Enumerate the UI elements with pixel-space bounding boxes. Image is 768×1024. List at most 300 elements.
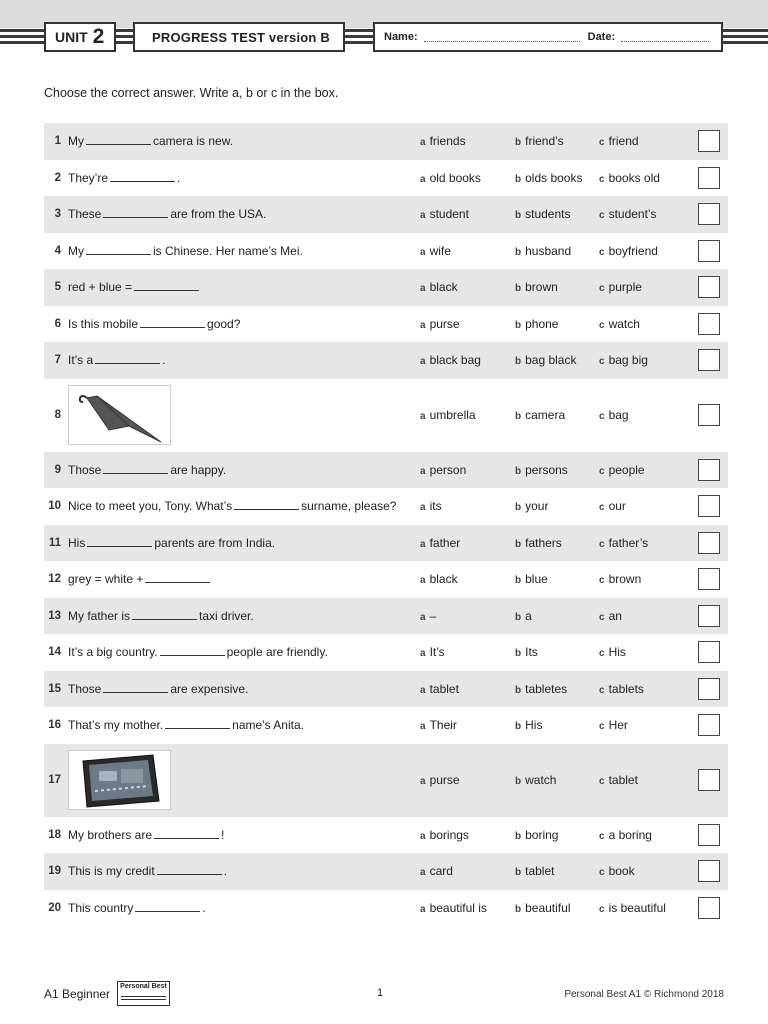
option-text: watch xyxy=(608,316,640,331)
question-text-before: These xyxy=(68,207,102,222)
option-text: a xyxy=(525,608,532,623)
option-c xyxy=(599,353,648,367)
option-text: an xyxy=(608,608,622,623)
question-text-after: name’s Anita. xyxy=(232,718,304,733)
date-label: Date: xyxy=(587,31,616,43)
question-number: 15 xyxy=(48,682,61,695)
logo-text: Personal Best xyxy=(120,983,167,990)
option-letter: c xyxy=(599,776,605,787)
answer-blank xyxy=(87,536,152,547)
option-text: Its xyxy=(525,645,538,660)
option-letter: c xyxy=(599,319,605,331)
question-row xyxy=(44,196,728,233)
question-row xyxy=(44,452,728,489)
option-letter: c xyxy=(599,246,605,258)
question-row xyxy=(44,853,728,890)
question-number: 4 xyxy=(54,244,61,257)
answer-box[interactable] xyxy=(698,860,720,882)
question-row xyxy=(44,379,728,452)
option-c xyxy=(599,864,635,878)
question-row xyxy=(44,707,728,744)
question-text-before: My father is xyxy=(68,608,131,623)
question-row xyxy=(44,598,728,635)
option-text: watch xyxy=(525,773,557,787)
question-text xyxy=(68,317,240,331)
option-b xyxy=(515,901,570,915)
question-text-after: is Chinese. Her name’s Mei. xyxy=(153,243,303,258)
option-c xyxy=(599,828,652,842)
answer-box[interactable] xyxy=(698,276,720,298)
answer-box[interactable] xyxy=(698,824,720,846)
option-text: beautiful xyxy=(525,900,571,915)
answer-blank xyxy=(165,718,230,729)
option-text: a boring xyxy=(608,827,652,842)
option-a xyxy=(420,572,458,586)
option-letter: a xyxy=(420,776,426,787)
option-letter: a xyxy=(420,721,426,733)
question-text-after: taxi driver. xyxy=(199,608,254,623)
answer-box[interactable] xyxy=(698,313,720,335)
question-row xyxy=(44,123,728,160)
option-text: boyfriend xyxy=(608,243,658,258)
option-letter: a xyxy=(420,575,426,587)
option-b xyxy=(515,682,567,696)
option-text: purse xyxy=(429,773,460,787)
option-letter: a xyxy=(420,502,426,514)
option-b xyxy=(515,353,576,367)
question-text xyxy=(68,280,201,294)
option-text: bag black xyxy=(525,353,577,368)
option-c xyxy=(599,572,641,586)
option-b xyxy=(515,280,558,294)
option-text: beautiful is xyxy=(429,900,487,915)
option-b xyxy=(515,828,558,842)
question-number: 17 xyxy=(48,774,61,786)
option-c xyxy=(599,499,626,513)
instruction-text: Choose the correct answer. Write a, b or c in the box. xyxy=(44,86,339,100)
question-number: 9 xyxy=(54,463,61,476)
option-letter: b xyxy=(515,173,522,185)
question-row xyxy=(44,634,728,671)
option-c xyxy=(599,408,629,422)
option-text: fathers xyxy=(525,535,562,550)
option-letter: b xyxy=(515,502,522,514)
option-a xyxy=(420,682,459,696)
question-text xyxy=(68,353,165,367)
question-image-umbrella xyxy=(68,385,171,445)
option-letter: b xyxy=(515,611,522,623)
answer-blank xyxy=(132,609,197,620)
option-a xyxy=(420,353,481,367)
question-text-after: . xyxy=(162,353,166,368)
question-row xyxy=(44,269,728,306)
answer-box[interactable] xyxy=(698,240,720,262)
option-b xyxy=(515,773,556,787)
unit-number: 2 xyxy=(92,25,105,48)
answer-box[interactable] xyxy=(698,605,720,627)
question-text-after: are happy. xyxy=(170,462,227,477)
option-text: bag xyxy=(608,408,629,422)
option-letter: a xyxy=(420,411,426,422)
answer-blank xyxy=(140,317,205,328)
question-text xyxy=(68,171,180,185)
test-title: PROGRESS TEST version B xyxy=(152,29,330,45)
question-text-before: Nice to meet you, Tony. What’s xyxy=(68,499,233,514)
option-text: boring xyxy=(525,827,559,842)
option-c xyxy=(599,536,648,550)
question-text-before: My xyxy=(68,243,84,258)
option-c xyxy=(599,280,642,294)
option-b xyxy=(515,718,542,732)
option-text: His xyxy=(525,718,543,733)
option-a xyxy=(420,718,457,732)
option-letter: c xyxy=(599,903,605,915)
answer-blank xyxy=(157,864,222,875)
question-text-after: people are friendly. xyxy=(226,645,328,660)
option-text: tabletes xyxy=(525,681,568,696)
option-text: olds books xyxy=(525,170,583,185)
option-text: book xyxy=(608,864,635,879)
question-text-after: are from the USA. xyxy=(170,207,267,222)
question-text xyxy=(68,901,206,915)
option-text: camera xyxy=(525,408,566,422)
option-letter: b xyxy=(515,411,522,422)
answer-box[interactable] xyxy=(698,130,720,152)
answer-blank xyxy=(234,499,299,510)
answer-blank xyxy=(95,353,160,364)
question-text-before: grey = white + xyxy=(68,572,144,587)
option-text: friend xyxy=(608,134,639,149)
question-row xyxy=(44,817,728,854)
answer-blank xyxy=(86,134,151,145)
option-letter: c xyxy=(599,830,605,842)
question-number: 6 xyxy=(54,317,61,330)
option-b xyxy=(515,864,554,878)
name-date-box xyxy=(373,22,723,52)
question-row xyxy=(44,525,728,562)
tablet-image xyxy=(69,751,171,810)
question-row xyxy=(44,744,728,817)
option-text: father’s xyxy=(608,535,649,550)
option-letter: b xyxy=(515,538,522,550)
option-letter: c xyxy=(599,411,605,422)
option-c xyxy=(599,134,639,148)
option-letter: a xyxy=(420,283,426,295)
option-letter: c xyxy=(599,867,605,879)
option-a xyxy=(420,207,469,221)
option-a xyxy=(420,280,458,294)
option-letter: c xyxy=(599,356,605,368)
option-a xyxy=(420,134,466,148)
answer-box[interactable] xyxy=(698,641,720,663)
question-text xyxy=(68,207,266,221)
question-text-before: My xyxy=(68,134,84,149)
question-text-after: good? xyxy=(207,316,241,331)
question-text xyxy=(68,828,224,842)
option-c xyxy=(599,718,628,732)
date-field[interactable] xyxy=(621,32,709,42)
answer-box[interactable] xyxy=(698,532,720,554)
question-text-before: That’s my mother. xyxy=(68,718,164,733)
question-text-before: This country xyxy=(68,900,134,915)
question-text xyxy=(68,244,303,258)
answer-blank xyxy=(103,463,168,474)
question-number: 19 xyxy=(48,865,61,878)
option-c xyxy=(599,773,638,787)
option-letter: b xyxy=(515,776,522,787)
question-number: 8 xyxy=(54,409,61,421)
option-letter: b xyxy=(515,867,522,879)
name-label: Name: xyxy=(384,31,418,43)
option-a xyxy=(420,463,466,477)
option-a xyxy=(420,645,445,659)
answer-box[interactable] xyxy=(698,459,720,481)
question-text-after: . xyxy=(202,900,206,915)
answer-blank xyxy=(103,682,168,693)
option-letter: a xyxy=(420,684,426,696)
option-a xyxy=(420,864,453,878)
question-text xyxy=(68,682,248,696)
answer-blank xyxy=(135,901,200,912)
option-text: students xyxy=(525,207,571,222)
page-number: 1 xyxy=(377,987,384,999)
option-letter: a xyxy=(420,246,426,258)
option-text: borings xyxy=(429,827,469,842)
question-text xyxy=(68,609,254,623)
option-b xyxy=(515,645,538,659)
option-b xyxy=(515,134,564,148)
option-text: your xyxy=(525,499,549,514)
question-number: 14 xyxy=(48,646,61,659)
option-letter: b xyxy=(515,648,522,660)
option-b xyxy=(515,171,582,185)
question-row xyxy=(44,671,728,708)
unit-label-box xyxy=(44,22,116,52)
option-b xyxy=(515,207,570,221)
option-letter: a xyxy=(420,173,426,185)
option-letter: a xyxy=(420,356,426,368)
question-text-before: Those xyxy=(68,681,102,696)
question-text xyxy=(68,718,304,732)
option-b xyxy=(515,609,532,623)
option-letter: c xyxy=(599,465,605,477)
question-text-after: surname, please? xyxy=(301,499,397,514)
personal-best-logo xyxy=(117,981,170,1006)
question-number: 2 xyxy=(54,171,61,184)
option-text: tablet xyxy=(429,681,459,696)
option-text: student’s xyxy=(608,207,657,222)
option-letter: b xyxy=(515,246,522,258)
answer-box[interactable] xyxy=(698,203,720,225)
question-text-before: Is this mobile xyxy=(68,316,139,331)
question-text xyxy=(68,536,275,550)
answer-box[interactable] xyxy=(698,714,720,736)
option-c xyxy=(599,901,666,915)
option-letter: c xyxy=(599,575,605,587)
option-a xyxy=(420,536,460,550)
option-a xyxy=(420,408,476,422)
question-text xyxy=(68,645,328,659)
option-a xyxy=(420,828,469,842)
unit-label: UNIT xyxy=(55,29,88,45)
question-text xyxy=(68,134,233,148)
question-text-before: It’s a xyxy=(68,353,94,368)
answer-blank xyxy=(110,171,175,182)
option-c xyxy=(599,244,658,258)
option-c xyxy=(599,171,660,185)
option-letter: b xyxy=(515,137,522,149)
option-letter: b xyxy=(515,283,522,295)
option-text: our xyxy=(608,499,626,514)
option-text: old books xyxy=(429,170,481,185)
question-number: 18 xyxy=(48,828,61,841)
option-text: black bag xyxy=(429,353,481,368)
option-letter: a xyxy=(420,830,426,842)
option-letter: b xyxy=(515,903,522,915)
option-c xyxy=(599,609,622,623)
option-letter: c xyxy=(599,283,605,295)
question-number: 10 xyxy=(48,500,61,513)
option-a xyxy=(420,499,442,513)
option-letter: b xyxy=(515,721,522,733)
option-letter: b xyxy=(515,465,522,477)
option-letter: a xyxy=(420,648,426,660)
question-text xyxy=(68,463,226,477)
option-text: brown xyxy=(608,572,642,587)
option-letter: a xyxy=(420,210,426,222)
option-letter: c xyxy=(599,137,605,149)
answer-box[interactable] xyxy=(698,349,720,371)
option-b xyxy=(515,244,571,258)
question-row xyxy=(44,306,728,343)
question-text-before: My brothers are xyxy=(68,827,153,842)
answer-blank xyxy=(103,207,168,218)
question-number: 5 xyxy=(54,281,61,294)
answer-blank xyxy=(154,828,219,839)
answer-box[interactable] xyxy=(698,404,720,426)
answer-blank xyxy=(86,244,151,255)
option-text: black xyxy=(429,280,458,295)
question-row xyxy=(44,561,728,598)
question-row xyxy=(44,233,728,270)
name-field[interactable] xyxy=(424,32,580,42)
question-text xyxy=(68,864,227,878)
question-text-after: are expensive. xyxy=(170,681,249,696)
option-text: tablet xyxy=(525,864,555,879)
option-text: purse xyxy=(429,316,460,331)
question-list xyxy=(44,123,728,926)
option-letter: a xyxy=(420,611,426,623)
option-letter: c xyxy=(599,538,605,550)
question-text-after: . xyxy=(177,170,181,185)
option-a xyxy=(420,171,481,185)
option-letter: c xyxy=(599,173,605,185)
answer-box[interactable] xyxy=(698,678,720,700)
option-letter: a xyxy=(420,465,426,477)
option-text: student xyxy=(429,207,469,222)
question-text-after: parents are from India. xyxy=(154,535,276,550)
option-letter: a xyxy=(420,867,426,879)
option-text: purple xyxy=(608,280,642,295)
option-letter: a xyxy=(420,903,426,915)
option-text: is beautiful xyxy=(608,900,666,915)
question-text-before: red + blue = xyxy=(68,280,133,295)
question-number: 7 xyxy=(54,354,61,367)
option-text: phone xyxy=(525,316,559,331)
footer-level: A1 Beginner xyxy=(44,987,111,1001)
option-a xyxy=(420,773,460,787)
option-a xyxy=(420,244,451,258)
option-c xyxy=(599,207,656,221)
question-text-after: . xyxy=(223,864,228,879)
option-text: Their xyxy=(429,718,457,733)
option-text: – xyxy=(429,608,437,623)
option-text: tablets xyxy=(608,681,644,696)
answer-box[interactable] xyxy=(698,495,720,517)
option-text: books old xyxy=(608,170,660,185)
option-letter: a xyxy=(420,137,426,149)
question-text-after: ! xyxy=(221,827,225,842)
footer-copyright: Personal Best A1 © Richmond 2018 xyxy=(564,989,724,1000)
option-a xyxy=(420,609,436,623)
option-letter: c xyxy=(599,684,605,696)
question-number: 11 xyxy=(48,536,61,549)
question-text-before: It’s a big country. xyxy=(68,645,158,660)
question-text-before: This is my credit xyxy=(68,864,155,879)
option-text: its xyxy=(429,499,442,514)
question-image-tablet xyxy=(68,750,171,810)
test-title-box xyxy=(133,22,345,52)
option-letter: c xyxy=(599,502,605,514)
option-b xyxy=(515,572,548,586)
option-letter: b xyxy=(515,319,522,331)
option-b xyxy=(515,499,548,513)
question-number: 12 xyxy=(48,573,61,586)
option-b xyxy=(515,317,558,331)
option-b xyxy=(515,463,568,477)
answer-box[interactable] xyxy=(698,167,720,189)
option-text: persons xyxy=(525,462,568,477)
question-text-before: Those xyxy=(68,462,102,477)
question-text-before: They’re xyxy=(68,170,109,185)
answer-blank xyxy=(160,645,225,656)
answer-box[interactable] xyxy=(698,897,720,919)
option-text: card xyxy=(429,864,453,879)
option-text: tablet xyxy=(608,773,638,787)
option-text: father xyxy=(429,535,461,550)
option-text: bag big xyxy=(608,353,648,368)
answer-blank xyxy=(145,572,210,583)
question-text-after: camera is new. xyxy=(153,134,234,149)
option-text: It’s xyxy=(429,645,445,660)
option-letter: a xyxy=(420,319,426,331)
option-letter: a xyxy=(420,538,426,550)
option-text: umbrella xyxy=(429,408,476,422)
option-letter: b xyxy=(515,684,522,696)
option-letter: b xyxy=(515,575,522,587)
option-text: Her xyxy=(608,718,628,733)
option-c xyxy=(599,645,626,659)
option-letter: c xyxy=(599,210,605,222)
option-letter: b xyxy=(515,830,522,842)
option-text: brown xyxy=(525,280,558,295)
option-c xyxy=(599,463,645,477)
answer-box[interactable] xyxy=(698,568,720,590)
question-text xyxy=(68,499,396,513)
answer-box[interactable] xyxy=(698,769,720,791)
option-text: wife xyxy=(429,243,451,258)
question-number: 3 xyxy=(54,208,61,221)
